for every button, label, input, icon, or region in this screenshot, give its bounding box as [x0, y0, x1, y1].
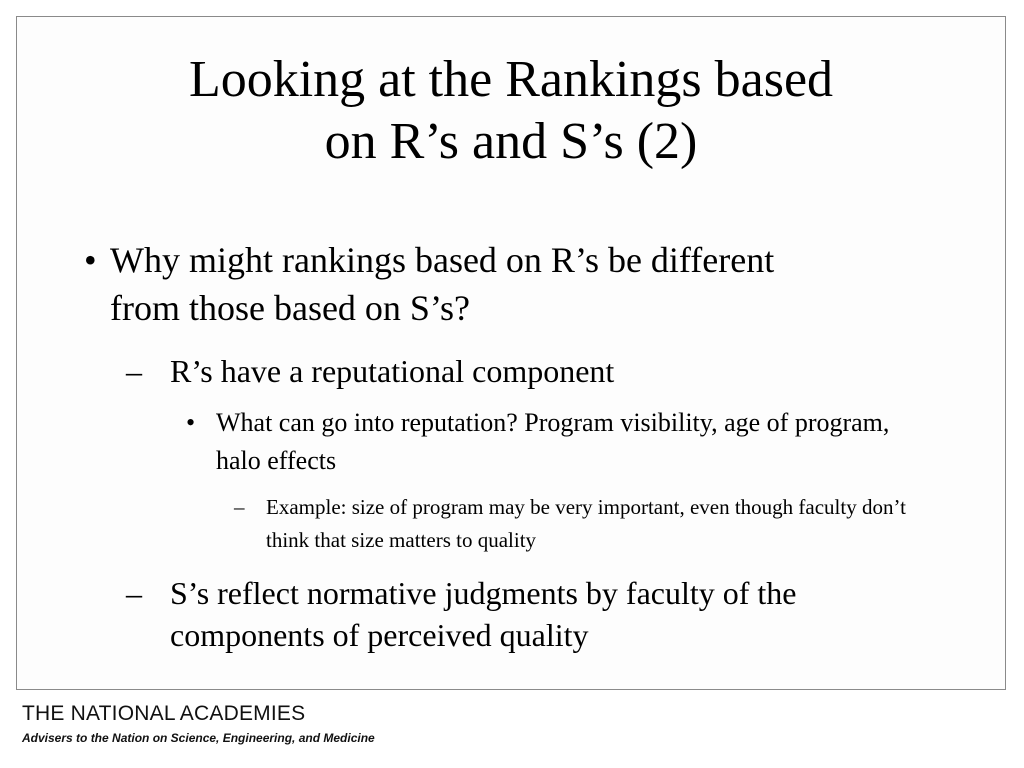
bullet-level-3: [168, 404, 908, 480]
slide-title-line-1: Looking at the Rankings based: [188, 51, 834, 108]
bullet-text: Example: size of program may be very important, even though faculty don’t think that size matters to quality: [266, 495, 906, 552]
national-academies-logo: [22, 702, 375, 746]
bullet-marker: •: [84, 240, 97, 280]
dash-marker: –: [126, 353, 142, 389]
bullet-level-2: [126, 572, 906, 656]
bullet-level-4: [234, 491, 914, 557]
logo-org-name: THE NATIONAL ACADEMIES: [22, 702, 306, 725]
logo-tagline: Advisers to the Nation on Science, Engineering, and Medicine: [22, 731, 375, 745]
bullet-text: S’s reflect normative judgments by faculty of the components of perceived quality: [170, 575, 797, 653]
slide-title: [17, 49, 1005, 173]
bullet-text: R’s have a reputational component: [170, 353, 615, 389]
bullet-text: Why might rankings based on R’s be different from those based on S’s?: [110, 240, 775, 328]
dash-marker: –: [234, 495, 245, 519]
bullet-marker: •: [186, 408, 196, 437]
bullet-level-2: [126, 350, 906, 392]
dash-marker: –: [126, 575, 142, 611]
slide-title-line-2: on R’s and S’s (2): [324, 113, 698, 170]
bullet-level-1: [72, 236, 832, 332]
bullet-text: What can go into reputation? Program visibility, age of program, halo effects: [216, 408, 890, 475]
